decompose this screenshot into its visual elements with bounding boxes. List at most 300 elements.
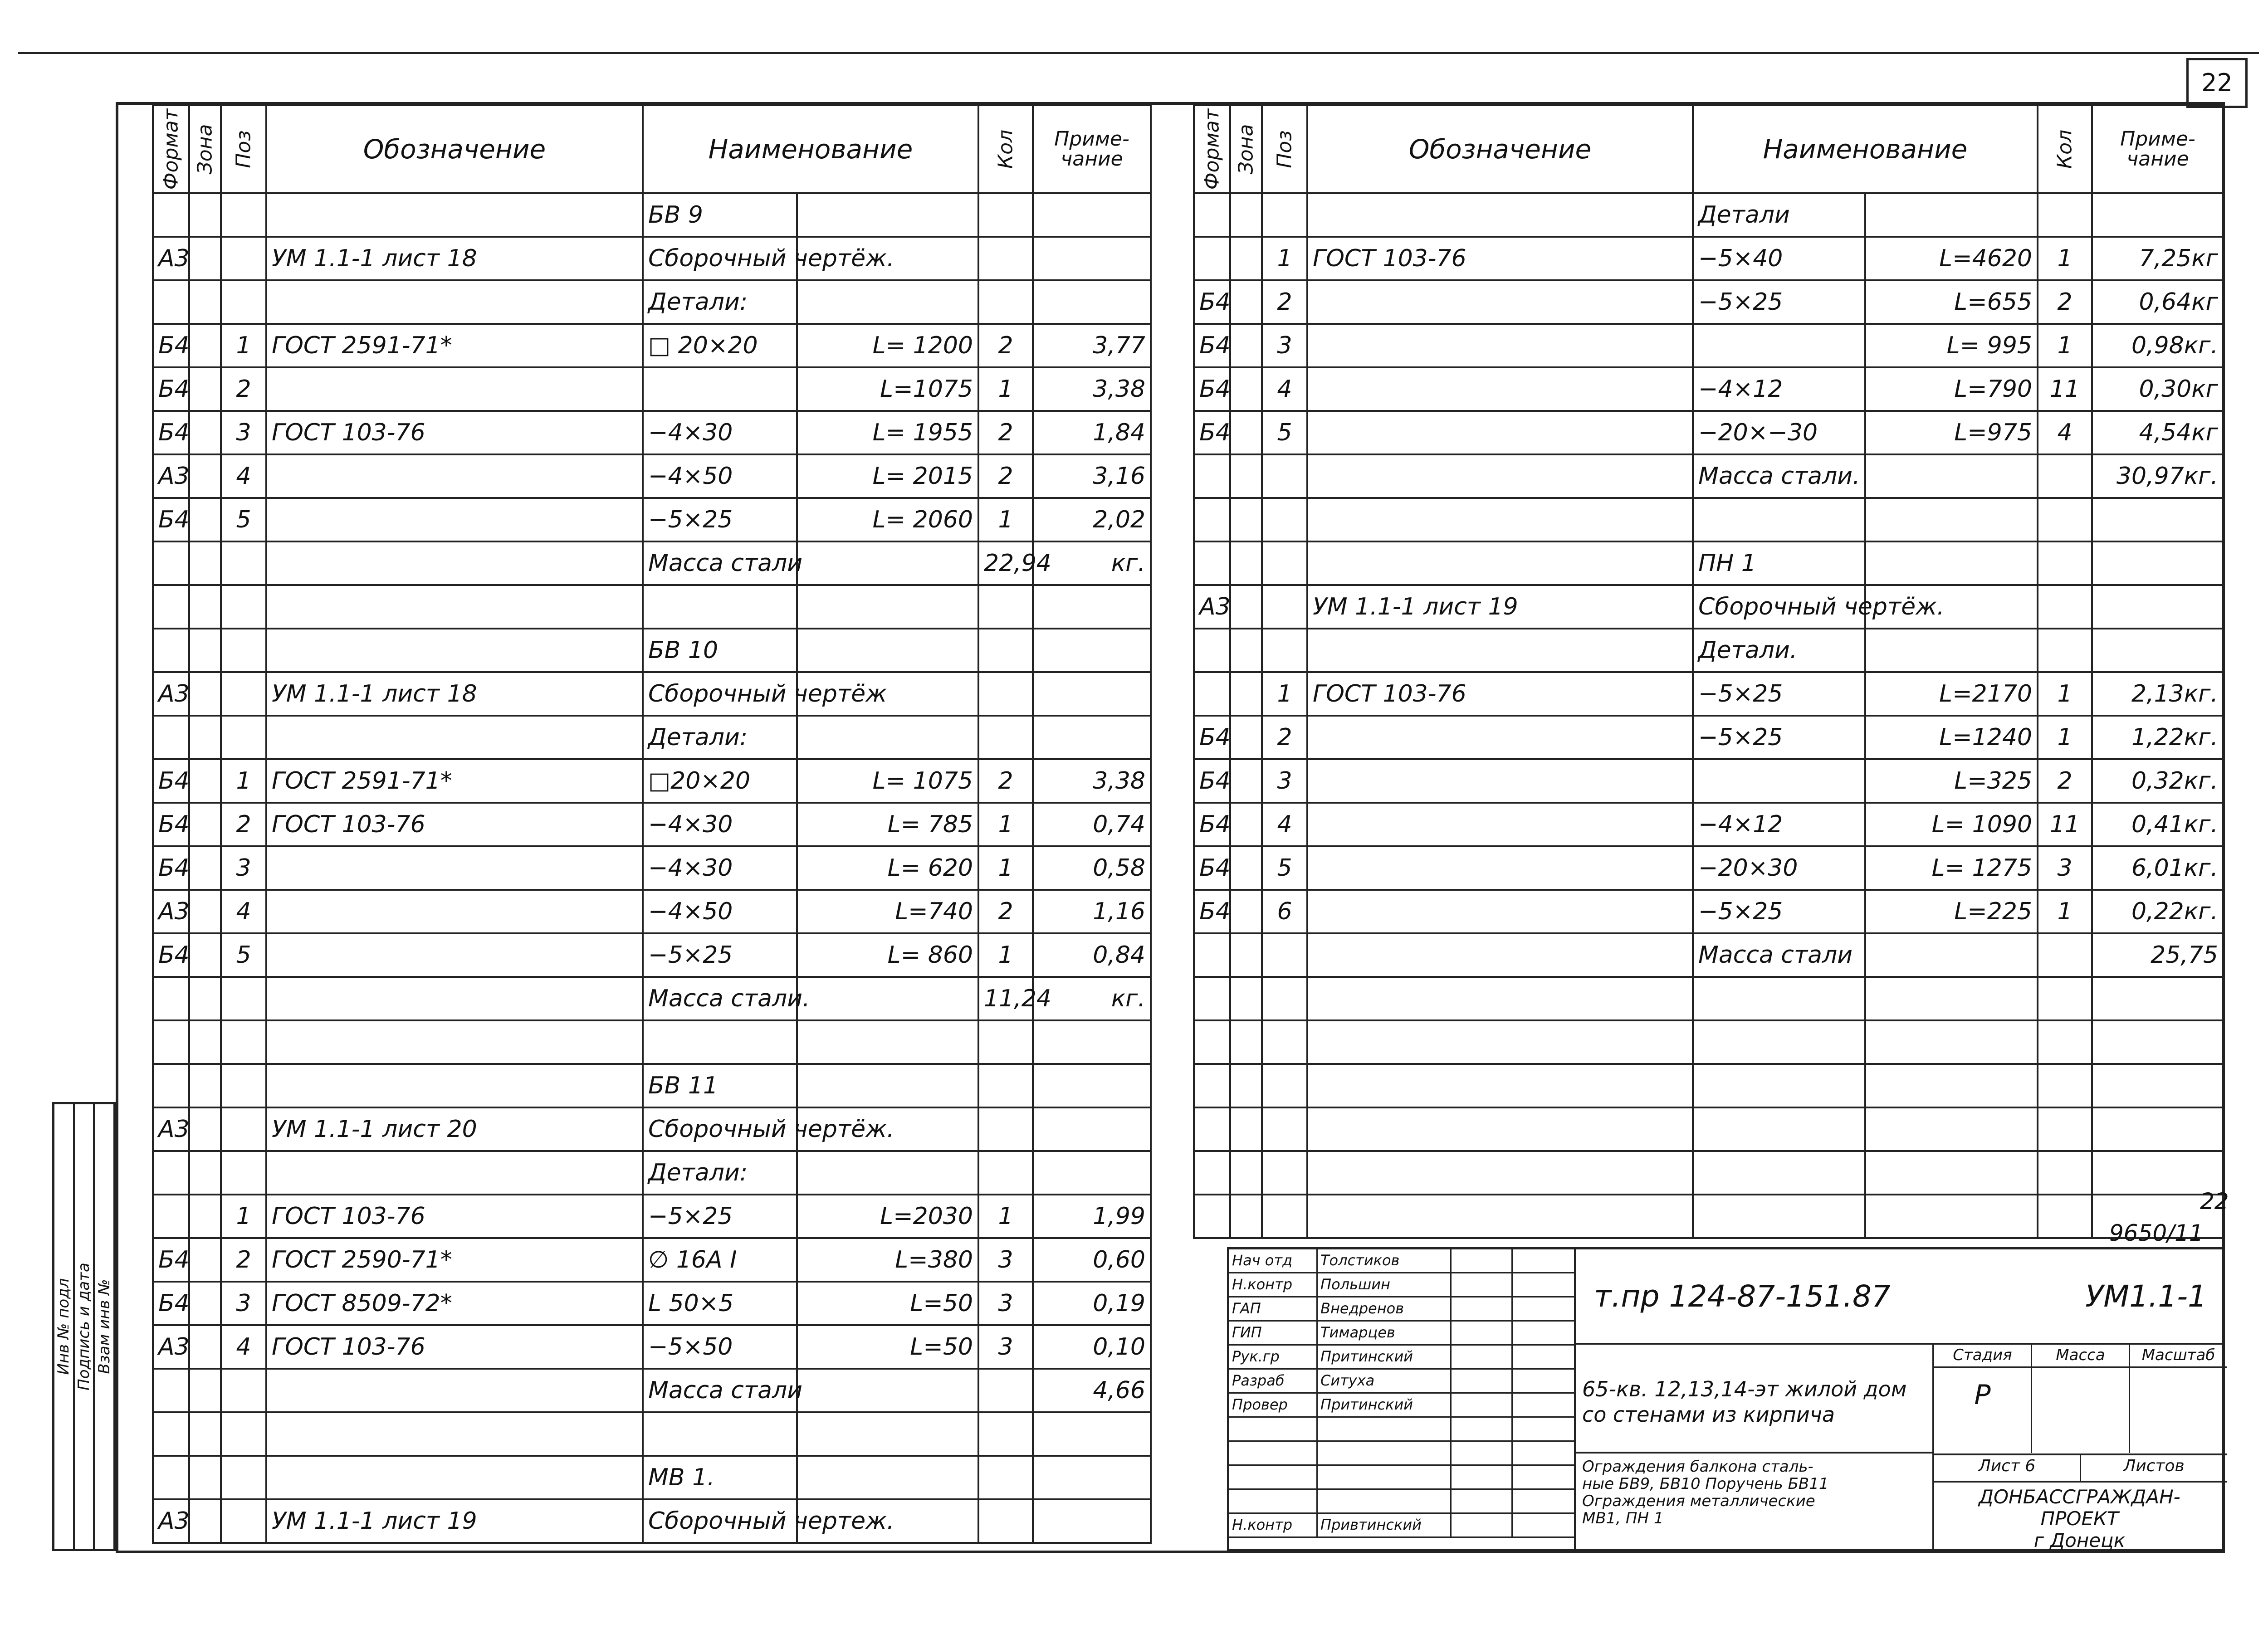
cell-name (1693, 1107, 1865, 1151)
cell-zone (1230, 411, 1262, 454)
cell-note: 4,54кг (2092, 411, 2224, 454)
cell-pos (221, 1412, 266, 1456)
cell-format: Б4 (153, 759, 189, 803)
cell-zone (1230, 324, 1262, 367)
margin-note: 22 (2200, 1188, 2229, 1215)
table-row (1194, 280, 2224, 324)
cell-length (1865, 933, 2038, 977)
cell-format: Б4 (153, 411, 189, 454)
cell-note (1033, 1107, 1151, 1151)
cell-note (1033, 1020, 1151, 1064)
cell-pos: 4 (221, 1325, 266, 1369)
cell-format: Б4 (153, 803, 189, 846)
cell-format: А3 (1194, 585, 1230, 629)
cell-pos: 5 (1262, 846, 1307, 890)
cell-designation: УМ 1.1-1 лист 19 (266, 1499, 643, 1543)
cell-qty: 1 (2038, 716, 2092, 759)
cell-length (797, 716, 978, 759)
cell-qty: 1 (978, 846, 1033, 890)
signature-name: Ситуха (1318, 1370, 1452, 1392)
signature-sign (1452, 1490, 1513, 1512)
cell-designation: ГОСТ 2591-71* (266, 324, 643, 367)
cell-designation (1307, 541, 1693, 585)
signature-sign (1452, 1273, 1513, 1296)
header-qty: Кол (2038, 105, 2092, 193)
cell-designation (266, 498, 643, 541)
cell-note (1033, 1151, 1151, 1195)
cell-note: 1,99 (1033, 1195, 1151, 1238)
cell-designation: ГОСТ 103-76 (1307, 237, 1693, 280)
drawing-mark: УМ1.1-1 (2085, 1278, 2207, 1314)
cell-pos: 3 (1262, 324, 1307, 367)
cell-qty (2038, 933, 2092, 977)
cell-name: Сборочный чертёж. (643, 1107, 797, 1151)
margin-note: 9650/11 (2109, 1220, 2204, 1246)
cell-name (1693, 977, 1865, 1020)
table-row (153, 629, 1151, 672)
cell-length (797, 1020, 978, 1064)
cell-qty: 3 (978, 1238, 1033, 1282)
cell-name: Сборочный чертёж. (1693, 585, 1865, 629)
header-zone: Зона (189, 105, 221, 193)
cell-qty (2038, 977, 2092, 1020)
signature-date (1513, 1322, 1574, 1344)
mass-label: Масса (2032, 1345, 2130, 1366)
signature-date (1513, 1466, 1574, 1488)
cell-pos: 1 (1262, 672, 1307, 716)
cell-qty (978, 672, 1033, 716)
cell-note (2092, 585, 2224, 629)
cell-length: L=2170 (1865, 672, 2038, 716)
cell-designation: ГОСТ 103-76 (266, 803, 643, 846)
cell-zone (189, 977, 221, 1020)
cell-note: 0,60 (1033, 1238, 1151, 1282)
cell-qty (2038, 1107, 2092, 1151)
table-row (153, 1195, 1151, 1238)
cell-name: −5×40 (1693, 237, 1865, 280)
cell-name: □20×20 (643, 759, 797, 803)
cell-qty: 11,24 (978, 977, 1033, 1020)
cell-format (153, 1195, 189, 1238)
cell-pos (1262, 193, 1307, 237)
cell-qty (978, 716, 1033, 759)
cell-format: Б4 (1194, 716, 1230, 759)
cell-length: L= 1075 (797, 759, 978, 803)
cell-format (1194, 1151, 1230, 1195)
cell-length: L=1075 (797, 367, 978, 411)
cell-zone (1230, 585, 1262, 629)
cell-format: Б4 (1194, 280, 1230, 324)
cell-pos: 5 (1262, 411, 1307, 454)
side-stamp-cell (95, 1104, 113, 1549)
cell-name: −4×30 (643, 411, 797, 454)
cell-format (153, 1456, 189, 1499)
cell-format: Б4 (153, 367, 189, 411)
cell-name: −4×30 (643, 846, 797, 890)
cell-format: А3 (153, 672, 189, 716)
signature-sign (1452, 1514, 1513, 1536)
cell-zone (1230, 1195, 1262, 1238)
table-row (153, 716, 1151, 759)
signature-table (1229, 1249, 1574, 1549)
table-row (1194, 1107, 2224, 1151)
cell-name: −20×30 (1693, 846, 1865, 890)
cell-designation (1307, 454, 1693, 498)
table-row (1194, 1020, 2224, 1064)
cell-zone (1230, 1020, 1262, 1064)
signature-name: Притинский (1318, 1394, 1452, 1416)
cell-zone (189, 1195, 221, 1238)
cell-name: −5×25 (643, 933, 797, 977)
table-row (1194, 1064, 2224, 1107)
cell-note (2092, 541, 2224, 585)
cell-designation (1307, 1151, 1693, 1195)
cell-designation: ГОСТ 2591-71* (266, 759, 643, 803)
cell-note: 3,38 (1033, 759, 1151, 803)
cell-note (1033, 193, 1151, 237)
cell-note: 1,16 (1033, 890, 1151, 933)
sheets-label: Листов (2123, 1457, 2185, 1475)
cell-name: −5×25 (1693, 280, 1865, 324)
spec-table-left (152, 104, 1152, 1544)
cell-zone (189, 324, 221, 367)
cell-name: Масса стали (1693, 933, 1865, 977)
cell-format: Б4 (1194, 324, 1230, 367)
table-row (153, 1282, 1151, 1325)
cell-designation (266, 193, 643, 237)
table-row (1194, 846, 2224, 890)
signature-role: Н.контр (1229, 1514, 1318, 1536)
cell-pos: 3 (221, 1282, 266, 1325)
cell-note: 0,98кг. (2092, 324, 2224, 367)
cell-length (1865, 1151, 2038, 1195)
table-row (153, 1020, 1151, 1064)
cell-note (2092, 1064, 2224, 1107)
cell-note (1033, 716, 1151, 759)
cell-name (643, 585, 797, 629)
cell-pos (221, 193, 266, 237)
cell-format: Б4 (1194, 846, 1230, 890)
cell-qty (2038, 1151, 2092, 1195)
cell-pos (221, 280, 266, 324)
signature-name: Тимарцев (1318, 1322, 1452, 1344)
signature-sign (1452, 1322, 1513, 1344)
cell-format: Б4 (153, 933, 189, 977)
cell-name: ∅ 16А I (643, 1238, 797, 1282)
cell-pos: 2 (1262, 280, 1307, 324)
cell-zone (189, 1499, 221, 1543)
table-row (153, 977, 1151, 1020)
cell-qty: 22,94 (978, 541, 1033, 585)
cell-qty (2038, 498, 2092, 541)
cell-note: 0,10 (1033, 1325, 1151, 1369)
signature-sign (1452, 1466, 1513, 1488)
signature-row (1229, 1273, 1574, 1297)
stage-mass-scale (1932, 1345, 2227, 1455)
cell-designation (266, 1456, 643, 1499)
cell-format (1194, 933, 1230, 977)
cell-qty: 1 (978, 498, 1033, 541)
table-row (1194, 803, 2224, 846)
cell-designation (266, 846, 643, 890)
header-name: Наименование (1693, 105, 2038, 193)
table-row (153, 846, 1151, 890)
cell-designation (1307, 716, 1693, 759)
cell-length: L= 1275 (1865, 846, 2038, 890)
cell-name: БВ 11 (643, 1064, 797, 1107)
cell-pos (221, 541, 266, 585)
table-row (1194, 585, 2224, 629)
cell-format: Б4 (153, 324, 189, 367)
table-row (153, 890, 1151, 933)
cell-format: Б4 (153, 1282, 189, 1325)
table-row (153, 454, 1151, 498)
table-row (153, 411, 1151, 454)
cell-note: 0,30кг (2092, 367, 2224, 411)
table-row (153, 1412, 1151, 1456)
cell-qty (978, 629, 1033, 672)
table-row (153, 237, 1151, 280)
table-row (1194, 1151, 2224, 1195)
side-stamp (52, 1102, 116, 1551)
cell-length: L=975 (1865, 411, 2038, 454)
cell-note (1033, 237, 1151, 280)
signature-role (1229, 1442, 1318, 1464)
cell-length: L= 995 (1865, 324, 2038, 367)
cell-format: А3 (153, 890, 189, 933)
cell-name (1693, 1020, 1865, 1064)
cell-zone (189, 541, 221, 585)
cell-pos: 1 (221, 324, 266, 367)
cell-qty (2038, 454, 2092, 498)
signature-sign (1452, 1346, 1513, 1368)
cell-designation (266, 541, 643, 585)
cell-format: А3 (153, 237, 189, 280)
table-row (153, 498, 1151, 541)
cell-pos (1262, 585, 1307, 629)
cell-designation (1307, 759, 1693, 803)
cell-qty: 11 (2038, 803, 2092, 846)
cell-pos (1262, 933, 1307, 977)
cell-pos: 2 (221, 1238, 266, 1282)
cell-designation (1307, 1064, 1693, 1107)
cell-designation (266, 933, 643, 977)
signature-row (1229, 1346, 1574, 1370)
signature-date (1513, 1514, 1574, 1536)
cell-length: L= 1955 (797, 411, 978, 454)
cell-format (1194, 541, 1230, 585)
cell-designation: ГОСТ 8509-72* (266, 1282, 643, 1325)
cell-zone (189, 1369, 221, 1412)
cell-zone (1230, 1151, 1262, 1195)
table-row (153, 367, 1151, 411)
cell-length (797, 1456, 978, 1499)
sheet-title: Ограждения балкона сталь- ные БВ9, БВ10 Поручень БВ11 Ограждения металлические МВ1, ПН 1 (1574, 1454, 1932, 1551)
cell-length (797, 1369, 978, 1412)
cell-pos (1262, 1151, 1307, 1195)
cell-designation (1307, 498, 1693, 541)
signature-date (1513, 1346, 1574, 1368)
cell-pos (221, 977, 266, 1020)
cell-name: □ 20×20 (643, 324, 797, 367)
cell-zone (189, 1282, 221, 1325)
cell-note: 1,22кг. (2092, 716, 2224, 759)
cell-designation (266, 585, 643, 629)
signature-date (1513, 1249, 1574, 1272)
table-row (1194, 933, 2224, 977)
cell-zone (189, 1064, 221, 1107)
cell-designation (266, 1151, 643, 1195)
cell-note (2092, 498, 2224, 541)
cell-format: Б4 (1194, 367, 1230, 411)
cell-qty: 1 (2038, 324, 2092, 367)
cell-name (643, 1412, 797, 1456)
cell-qty (978, 1456, 1033, 1499)
cell-note: 2,02 (1033, 498, 1151, 541)
cell-designation: ГОСТ 103-76 (1307, 672, 1693, 716)
cell-name: Детали: (643, 716, 797, 759)
cell-pos: 1 (221, 759, 266, 803)
cell-format (1194, 672, 1230, 716)
cell-designation (266, 367, 643, 411)
signature-date (1513, 1394, 1574, 1416)
cell-length: L=4620 (1865, 237, 2038, 280)
cell-name: МВ 1. (643, 1456, 797, 1499)
scale-label: Масштаб (2141, 1346, 2215, 1364)
signature-row (1229, 1418, 1574, 1442)
cell-qty (978, 237, 1033, 280)
header-qty: Кол (978, 105, 1033, 193)
cell-qty (978, 1151, 1033, 1195)
cell-designation (1307, 1195, 1693, 1238)
cell-format (153, 977, 189, 1020)
cell-length (797, 1412, 978, 1456)
cell-zone (1230, 1064, 1262, 1107)
cell-pos (1262, 977, 1307, 1020)
cell-note: 7,25кг (2092, 237, 2224, 280)
cell-format (1194, 1195, 1230, 1238)
cell-pos: 2 (221, 803, 266, 846)
cell-zone (189, 803, 221, 846)
cell-name (1693, 759, 1865, 803)
cell-length (1865, 1107, 2038, 1151)
cell-zone (189, 672, 221, 716)
page-number: 22 (2186, 58, 2248, 108)
cell-pos (221, 237, 266, 280)
cell-qty: 2 (978, 411, 1033, 454)
cell-qty (978, 585, 1033, 629)
cell-qty: 3 (978, 1325, 1033, 1369)
cell-qty: 2 (978, 454, 1033, 498)
cell-format: Б4 (1194, 890, 1230, 933)
cell-designation (266, 280, 643, 324)
cell-name: −5×25 (1693, 716, 1865, 759)
cell-note: 25,75 (2092, 933, 2224, 977)
cell-format: А3 (153, 1499, 189, 1543)
cell-pos: 4 (1262, 803, 1307, 846)
cell-name: Сборочный чертеж. (643, 1499, 797, 1543)
signature-role: Разраб (1229, 1370, 1318, 1392)
signature-role (1229, 1490, 1318, 1512)
cell-pos: 4 (221, 454, 266, 498)
signature-row (1229, 1322, 1574, 1346)
header-row (153, 105, 1151, 193)
cell-format: Б4 (153, 1238, 189, 1282)
cell-length (1865, 193, 2038, 237)
cell-zone (189, 454, 221, 498)
cell-format (1194, 977, 1230, 1020)
cell-qty: 1 (978, 1195, 1033, 1238)
cell-zone (189, 411, 221, 454)
cell-name (643, 367, 797, 411)
cell-pos (1262, 1064, 1307, 1107)
cell-qty (2038, 1195, 2092, 1238)
cell-name: Масса стали. (643, 977, 797, 1020)
cell-format (1194, 193, 1230, 237)
cell-name: Детали: (643, 280, 797, 324)
cell-qty: 1 (2038, 672, 2092, 716)
cell-zone (189, 585, 221, 629)
cell-designation (266, 1369, 643, 1412)
table-row (153, 933, 1151, 977)
cell-zone (189, 1412, 221, 1456)
cell-designation (1307, 1020, 1693, 1064)
cell-qty: 3 (2038, 846, 2092, 890)
header-pos: Поз (1262, 105, 1307, 193)
cell-name: Детали. (1693, 629, 1865, 672)
signature-date (1513, 1490, 1574, 1512)
cell-length (1865, 629, 2038, 672)
cell-qty: 1 (2038, 237, 2092, 280)
cell-length (1865, 977, 2038, 1020)
signature-sign (1452, 1418, 1513, 1440)
cell-note (1033, 1456, 1151, 1499)
signature-sign (1452, 1370, 1513, 1392)
cell-zone (1230, 237, 1262, 280)
cell-qty (2038, 193, 2092, 237)
cell-zone (1230, 890, 1262, 933)
cell-zone (189, 629, 221, 672)
cell-name (1693, 1064, 1865, 1107)
cell-zone (189, 1325, 221, 1369)
cell-designation (266, 1064, 643, 1107)
cell-zone (189, 890, 221, 933)
cell-qty: 2 (978, 759, 1033, 803)
side-stamp-label: Инв № подл (54, 1278, 73, 1375)
cell-designation: ГОСТ 103-76 (266, 1195, 643, 1238)
signature-name (1318, 1442, 1452, 1464)
cell-pos: 3 (221, 846, 266, 890)
cell-note: 3,16 (1033, 454, 1151, 498)
cell-qty (978, 1412, 1033, 1456)
cell-designation (1307, 367, 1693, 411)
cell-qty: 1 (2038, 890, 2092, 933)
cell-length: L= 785 (797, 803, 978, 846)
cell-designation (1307, 977, 1693, 1020)
cell-name: −5×25 (643, 498, 797, 541)
header-note: Приме-чание (2092, 105, 2224, 193)
cell-note (2092, 193, 2224, 237)
signature-sign (1452, 1394, 1513, 1416)
cell-designation (266, 454, 643, 498)
cell-format (153, 585, 189, 629)
cell-qty: 3 (978, 1282, 1033, 1325)
cell-length: L=2030 (797, 1195, 978, 1238)
cell-designation: ГОСТ 103-76 (266, 1325, 643, 1369)
cell-name: −4×30 (643, 803, 797, 846)
cell-note: 2,13кг. (2092, 672, 2224, 716)
cell-length (1865, 1195, 2038, 1238)
